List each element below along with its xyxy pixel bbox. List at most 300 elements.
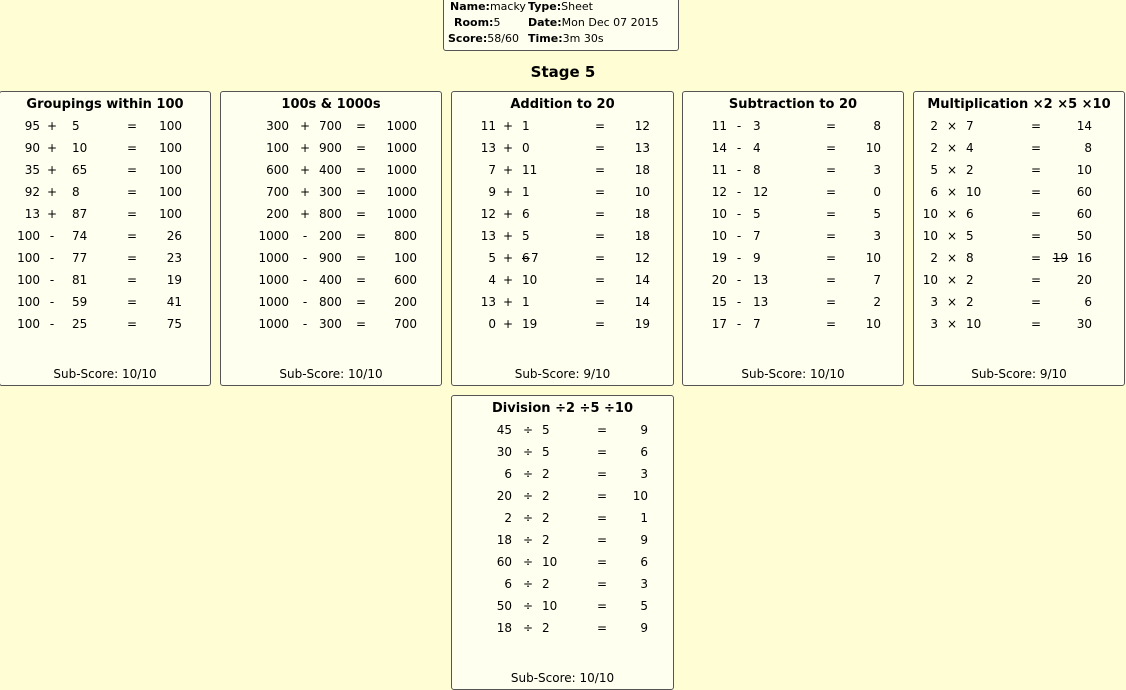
equals-sign: = [126, 207, 138, 221]
operand-b: 19 [522, 317, 538, 331]
operand-b: 7 [753, 229, 761, 243]
operand-a: 6 [504, 467, 512, 481]
operand-a: 60 [496, 555, 512, 569]
panel-title: Subtraction to 20 [728, 97, 858, 112]
operator: ÷ [522, 555, 534, 569]
operator: - [736, 229, 742, 243]
operand-a: 100 [17, 229, 40, 243]
operand-a: 10 [711, 229, 727, 243]
operand-a: 11 [480, 119, 496, 133]
answer: 10 [865, 141, 881, 155]
equals-sign: = [594, 141, 606, 155]
operand-a: 15 [711, 295, 727, 309]
sub-score: Sub-Score: 10/10 [53, 367, 157, 381]
operand-b: 5 [522, 229, 530, 243]
equals-sign: = [825, 273, 837, 287]
operand-a: 10 [922, 273, 938, 287]
equals-sign: = [596, 423, 608, 437]
answer: 14 [634, 273, 650, 287]
operand-b: 7 [753, 317, 761, 331]
operand-b: 10 [542, 555, 558, 569]
equals-sign: = [825, 317, 837, 331]
problem-row [0, 291, 210, 313]
operator: × [946, 317, 958, 331]
answer: 1000 [386, 163, 417, 177]
operand-a: 19 [711, 251, 727, 265]
operand-b: 2 [542, 511, 550, 525]
answer: 41 [166, 295, 182, 309]
operator: - [736, 251, 742, 265]
operator: - [302, 317, 308, 331]
answer: 12 [634, 119, 650, 133]
operand-a: 13 [480, 295, 496, 309]
problem-row [452, 203, 673, 225]
operand-a: 100 [17, 317, 40, 331]
operand-b: 200 [319, 229, 342, 243]
problem-row [452, 529, 673, 551]
operand-b: 65 [72, 163, 88, 177]
problem-row [683, 181, 903, 203]
answer: 3 [873, 229, 881, 243]
problem-row [683, 203, 903, 225]
operand-a: 2 [930, 141, 938, 155]
problem-row [452, 463, 673, 485]
answer: 100 [159, 185, 182, 199]
score-field [448, 31, 519, 47]
operand-b: 13 [753, 295, 769, 309]
operator: - [49, 317, 55, 331]
problem-row [683, 225, 903, 247]
equals-sign: = [126, 273, 138, 287]
operand-b: 800 [319, 207, 342, 221]
equals-sign: = [126, 163, 138, 177]
answer: 60 [1076, 207, 1092, 221]
wrong-answer: 19 [1052, 251, 1068, 265]
equals-sign: = [594, 163, 606, 177]
name-label: Name: [450, 0, 490, 13]
info-box [443, 0, 679, 51]
operator: - [736, 207, 742, 221]
time-value: 3m 30s [562, 32, 604, 45]
operand-a: 10 [711, 207, 727, 221]
operand-b: 4 [753, 141, 761, 155]
problem-row [452, 269, 673, 291]
worksheet-panel [451, 91, 674, 386]
operand-b: 6 [522, 207, 530, 221]
equals-sign: = [126, 229, 138, 243]
problem-row [452, 181, 673, 203]
date-label: Date: [528, 16, 562, 29]
answer: 10 [865, 317, 881, 331]
operand-a: 200 [266, 207, 289, 221]
equals-sign: = [594, 229, 606, 243]
operator: ÷ [522, 489, 534, 503]
operand-a: 5 [930, 163, 938, 177]
operator: ÷ [522, 599, 534, 613]
info-row-room-date [444, 15, 678, 31]
answer: 200 [394, 295, 417, 309]
operand-a: 1000 [258, 295, 289, 309]
answer: 30 [1076, 317, 1092, 331]
operator: + [46, 185, 58, 199]
answer: 18 [634, 229, 650, 243]
problem-row [221, 137, 441, 159]
answer: 9 [640, 621, 648, 635]
answer: 13 [634, 141, 650, 155]
problem-row [0, 313, 210, 335]
equals-sign: = [594, 317, 606, 331]
operator: - [736, 273, 742, 287]
equals-sign: = [596, 599, 608, 613]
answer: 2 [873, 295, 881, 309]
problem-row [914, 291, 1124, 313]
answer: 14 [634, 295, 650, 309]
answer: 1000 [386, 207, 417, 221]
answer: 12 [634, 251, 650, 265]
answer: 100 [159, 119, 182, 133]
equals-sign: = [355, 185, 367, 199]
answer: 10 [1076, 163, 1092, 177]
operand-b: 5 [966, 229, 974, 243]
operand-b: 2 [966, 295, 974, 309]
equals-sign: = [825, 163, 837, 177]
operator: - [736, 119, 742, 133]
operand-b: 8 [753, 163, 761, 177]
type-field [528, 0, 593, 15]
sub-score: Sub-Score: 10/10 [510, 671, 615, 685]
operand-b: 10 [542, 599, 558, 613]
answer: 1000 [386, 119, 417, 133]
answer: 75 [166, 317, 182, 331]
score-value: 58/60 [487, 32, 519, 45]
problem-row [914, 137, 1124, 159]
problem-row [0, 247, 210, 269]
equals-sign: = [126, 141, 138, 155]
operand-a: 7 [488, 163, 496, 177]
operand-b: 3 [753, 119, 761, 133]
operand-a: 9 [488, 185, 496, 199]
problem-row [914, 225, 1124, 247]
worksheet-panel [913, 91, 1125, 386]
equals-sign: = [594, 119, 606, 133]
operand-b: 2 [542, 621, 550, 635]
panel-title: 100s & 1000s [281, 97, 381, 112]
equals-sign: = [355, 251, 367, 265]
wrong-answer: 6 [522, 251, 530, 265]
name-field [450, 0, 526, 15]
problem-row [221, 247, 441, 269]
answer: 0 [873, 185, 881, 199]
operand-a: 6 [930, 185, 938, 199]
operand-a: 45 [496, 423, 512, 437]
operand-b: 2 [542, 467, 550, 481]
equals-sign: = [1030, 295, 1042, 309]
operator: - [302, 251, 308, 265]
operand-b: 800 [319, 295, 342, 309]
problem-row [452, 441, 673, 463]
answer: 23 [166, 251, 182, 265]
operator: + [502, 251, 514, 265]
problem-row [452, 507, 673, 529]
answer: 16 [1076, 251, 1092, 265]
operator: - [302, 273, 308, 287]
time-label: Time: [528, 32, 563, 45]
operator: - [49, 295, 55, 309]
operand-b: 10 [966, 317, 982, 331]
operand-a: 6 [504, 577, 512, 591]
problem-row [914, 115, 1124, 137]
operator: - [302, 229, 308, 243]
problem-row [221, 291, 441, 313]
equals-sign: = [126, 317, 138, 331]
equals-sign: = [825, 141, 837, 155]
operand-a: 3 [930, 295, 938, 309]
answer: 100 [394, 251, 417, 265]
problem-row [914, 269, 1124, 291]
operand-b: 81 [72, 273, 88, 287]
equals-sign: = [1030, 317, 1042, 331]
equals-sign: = [355, 317, 367, 331]
operand-a: 2 [930, 251, 938, 265]
equals-sign: = [596, 577, 608, 591]
equals-sign: = [126, 251, 138, 265]
time-field [528, 31, 604, 47]
worksheet-panel [682, 91, 904, 386]
equals-sign: = [355, 163, 367, 177]
operand-a: 11 [711, 163, 727, 177]
problem-row [914, 203, 1124, 225]
operator: + [46, 207, 58, 221]
answer: 50 [1076, 229, 1092, 243]
equals-sign: = [825, 119, 837, 133]
type-label: Type: [528, 0, 562, 13]
operand-b: 11 [522, 163, 538, 177]
operand-a: 18 [496, 533, 512, 547]
problem-row [452, 485, 673, 507]
operator: + [299, 163, 311, 177]
problem-row [683, 137, 903, 159]
equals-sign: = [596, 511, 608, 525]
equals-sign: = [594, 207, 606, 221]
operand-b: 5 [542, 445, 550, 459]
problem-row [0, 159, 210, 181]
operator: - [736, 185, 742, 199]
operand-b: 25 [72, 317, 88, 331]
operator: - [49, 273, 55, 287]
operand-a: 13 [480, 141, 496, 155]
operator: × [946, 273, 958, 287]
answer: 8 [1084, 141, 1092, 155]
problem-row [452, 137, 673, 159]
operator: × [946, 295, 958, 309]
operator: + [46, 163, 58, 177]
operator: × [946, 229, 958, 243]
operand-b: 74 [72, 229, 88, 243]
operand-a: 2 [930, 119, 938, 133]
problem-row [452, 291, 673, 313]
problem-row [221, 269, 441, 291]
worksheet-panel [220, 91, 442, 386]
operand-b: 12 [753, 185, 769, 199]
equals-sign: = [1030, 119, 1042, 133]
operator: + [502, 229, 514, 243]
operand-b: 400 [319, 273, 342, 287]
operand-a: 1000 [258, 317, 289, 331]
equals-sign: = [355, 295, 367, 309]
operand-a: 90 [24, 141, 40, 155]
operator: + [46, 141, 58, 155]
operand-b: 1 [522, 295, 530, 309]
date-field [528, 15, 659, 31]
problem-row [914, 159, 1124, 181]
equals-sign: = [1030, 163, 1042, 177]
operand-a: 18 [496, 621, 512, 635]
operator: ÷ [522, 467, 534, 481]
equals-sign: = [355, 229, 367, 243]
answer: 19 [634, 317, 650, 331]
answer: 26 [166, 229, 182, 243]
stage-title: Stage 5 [530, 63, 596, 81]
equals-sign: = [126, 119, 138, 133]
score-label: Score: [448, 32, 488, 45]
answer: 700 [394, 317, 417, 331]
operator: ÷ [522, 423, 534, 437]
answer: 100 [159, 207, 182, 221]
operator: - [49, 251, 55, 265]
problem-row [221, 115, 441, 137]
operand-a: 30 [496, 445, 512, 459]
type-value: Sheet [561, 0, 593, 13]
problem-row [0, 115, 210, 137]
equals-sign: = [594, 295, 606, 309]
problem-row [683, 115, 903, 137]
operand-b: 77 [72, 251, 88, 265]
operand-a: 5 [488, 251, 496, 265]
operand-a: 12 [480, 207, 496, 221]
operand-a: 100 [266, 141, 289, 155]
operator: × [946, 251, 958, 265]
operand-a: 1000 [258, 229, 289, 243]
answer: 5 [640, 599, 648, 613]
problem-row [452, 551, 673, 573]
answer: 6 [640, 445, 648, 459]
equals-sign: = [594, 185, 606, 199]
answer: 8 [873, 119, 881, 133]
operand-b: 6 [966, 207, 974, 221]
equals-sign: = [1030, 251, 1042, 265]
operator: - [736, 295, 742, 309]
operand-b: 5 [542, 423, 550, 437]
operand-b: 10 [522, 273, 538, 287]
operand-a: 100 [17, 273, 40, 287]
equals-sign: = [1030, 185, 1042, 199]
operand-a: 100 [17, 251, 40, 265]
equals-sign: = [1030, 207, 1042, 221]
operand-b: 2 [542, 489, 550, 503]
operand-a: 4 [488, 273, 496, 287]
panel-title: Multiplication ×2 ×5 ×10 [927, 97, 1111, 112]
panel-title: Addition to 20 [510, 97, 615, 112]
operand-a: 13 [24, 207, 40, 221]
equals-sign: = [126, 295, 138, 309]
operator: + [502, 185, 514, 199]
problem-row [452, 115, 673, 137]
answer: 10 [865, 251, 881, 265]
operand-b: 5 [72, 119, 80, 133]
answer: 18 [634, 163, 650, 177]
operand-b: 8 [72, 185, 80, 199]
operand-b: 13 [753, 273, 769, 287]
problem-row [452, 313, 673, 335]
operand-a: 17 [711, 317, 727, 331]
operand-b: 900 [319, 141, 342, 155]
operand-a: 10 [922, 229, 938, 243]
equals-sign: = [825, 229, 837, 243]
operand-a: 35 [24, 163, 40, 177]
problem-row [683, 291, 903, 313]
info-row-name-type [444, 0, 678, 15]
answer: 100 [159, 141, 182, 155]
operand-b: 10 [72, 141, 88, 155]
problem-row [221, 313, 441, 335]
operator: × [946, 163, 958, 177]
problem-row [452, 573, 673, 595]
problem-row [452, 419, 673, 441]
problem-row [221, 225, 441, 247]
operand-a: 14 [711, 141, 727, 155]
answer: 1000 [386, 141, 417, 155]
sub-score: Sub-Score: 9/10 [971, 367, 1067, 381]
operator: + [299, 185, 311, 199]
problem-row [683, 269, 903, 291]
operand-a: 1000 [258, 251, 289, 265]
answer: 5 [873, 207, 881, 221]
equals-sign: = [825, 251, 837, 265]
operand-a: 700 [266, 185, 289, 199]
problem-row [0, 225, 210, 247]
equals-sign: = [596, 489, 608, 503]
operand-b: 87 [72, 207, 88, 221]
operand-b: 4 [966, 141, 974, 155]
answer: 600 [394, 273, 417, 287]
operand-a: 100 [17, 295, 40, 309]
equals-sign: = [596, 467, 608, 481]
problem-row [0, 269, 210, 291]
equals-sign: = [355, 273, 367, 287]
sub-score: Sub-Score: 10/10 [741, 367, 845, 381]
operator: + [502, 119, 514, 133]
operator: × [946, 119, 958, 133]
operand-b: 7 [966, 119, 974, 133]
operator: ÷ [522, 533, 534, 547]
problem-row [0, 203, 210, 225]
answer: 18 [634, 207, 650, 221]
room-field [454, 15, 500, 31]
answer: 6 [1084, 295, 1092, 309]
operand-b: 1 [522, 119, 530, 133]
operator: + [299, 119, 311, 133]
operand-b: 8 [966, 251, 974, 265]
operator: ÷ [522, 511, 534, 525]
operator: - [736, 163, 742, 177]
operand-b: 300 [319, 185, 342, 199]
operator: × [946, 185, 958, 199]
problem-row [452, 617, 673, 639]
answer: 1000 [386, 185, 417, 199]
operator: + [502, 207, 514, 221]
answer: 19 [166, 273, 182, 287]
operand-a: 0 [488, 317, 496, 331]
